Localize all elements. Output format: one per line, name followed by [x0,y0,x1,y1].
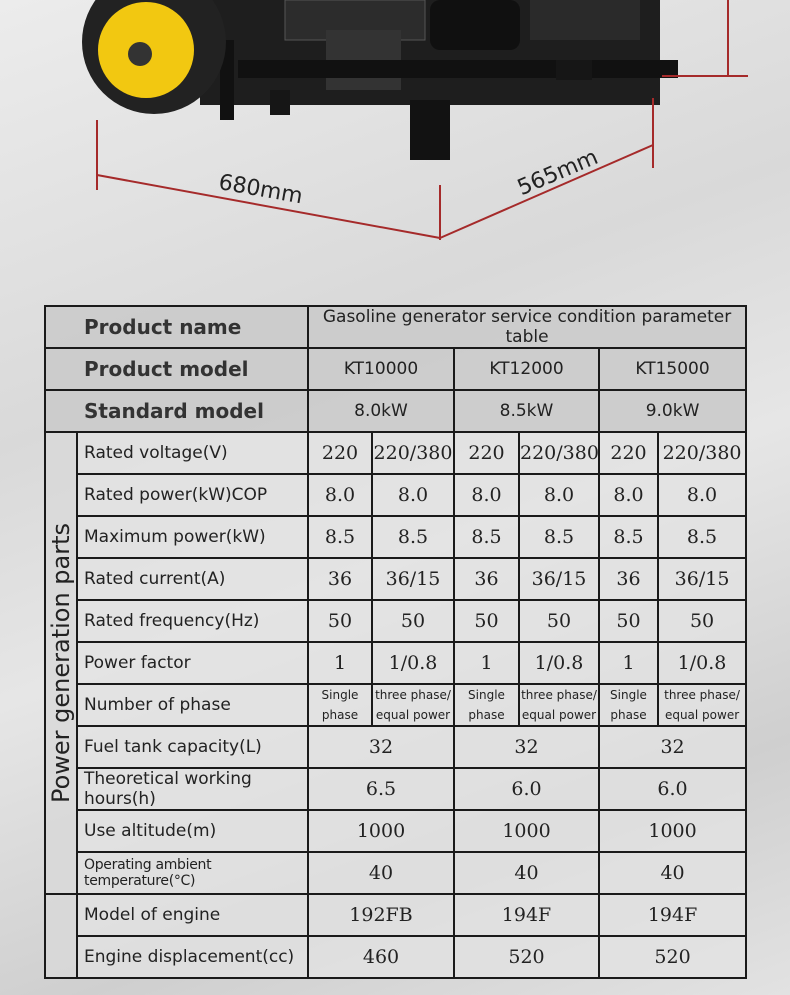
power-factor-row [45,642,746,684]
row-label: Number of phase [77,684,308,726]
section-power-generation [45,432,77,894]
displacement-row [45,936,746,978]
row-label: Engine displacement(cc) [77,936,308,978]
cell-value: 50 [599,600,658,642]
standard-model-label: Standard model [45,390,308,432]
cell-value: 50 [308,600,372,642]
row-label: Rated current(A) [77,558,308,600]
engine-model-row [45,894,746,936]
cell-value: 220/380 [658,432,746,474]
cell-value: 1 [308,642,372,684]
cell-value: 8.5 [519,516,599,558]
row-label: Operating ambient temperature(°C) [77,852,308,894]
cell-value: 220 [308,432,372,474]
cell-value: 36/15 [519,558,599,600]
cell-value: 1000 [599,810,746,852]
row-label: Model of engine [77,894,308,936]
cell-value: 220 [454,432,519,474]
cell-value: 8.5 [658,516,746,558]
row-label: Theoretical working hours(h) [77,768,308,810]
row-label: Rated power(kW)COP [77,474,308,516]
phase-row [45,684,746,726]
standard-model-value: 9.0kW [599,390,746,432]
product-name-row [45,306,746,348]
cell-value: 8.0 [658,474,746,516]
row-label: Rated voltage(V) [77,432,308,474]
model-kt15000: KT15000 [599,348,746,390]
phase-cell [372,684,454,726]
cell-value: 36 [454,558,519,600]
phase-line2: phase [321,708,359,722]
product-model-row [45,348,746,390]
cell-value: 8.5 [454,516,519,558]
section-power-generation-label: Power generation parts [47,522,75,804]
phase-line1: Single [321,688,359,702]
generator-foot [410,100,450,160]
cell-value: 50 [519,600,599,642]
phase-cell [454,684,519,726]
standard-model-value: 8.5kW [454,390,599,432]
phase-cell [519,684,599,726]
cell-value: 220/380 [519,432,599,474]
rated-voltage-row [45,432,746,474]
cell-value: 8.0 [519,474,599,516]
rated-current-row [45,558,746,600]
cell-value: 8.0 [454,474,519,516]
cell-value: 1/0.8 [372,642,454,684]
cell-value: 8.5 [372,516,454,558]
working-hours-row [45,768,746,810]
product-model-label: Product model [45,348,308,390]
cell-value: 192FB [308,894,454,936]
cell-value: 50 [454,600,519,642]
phase-line1: Single [468,688,505,702]
cell-value: 32 [308,726,454,768]
row-label: Fuel tank capacity(L) [77,726,308,768]
cell-value: 194F [599,894,746,936]
cell-value: 1/0.8 [658,642,746,684]
phase-cell [599,684,658,726]
ambient-temp-row [45,852,746,894]
parameter-table [44,305,745,979]
product-name-value: Gasoline generator service condition parameter table [308,306,746,348]
cell-value: 220 [599,432,658,474]
rated-frequency-row [45,600,746,642]
cell-value: 194F [454,894,599,936]
generator-photo [0,0,790,300]
cell-value: 460 [308,936,454,978]
phase-line2: phase [468,708,505,722]
depth-dimension-label: 565mm [514,144,602,202]
width-dimension-label: 680mm [216,170,305,210]
cell-value: 520 [599,936,746,978]
max-power-row [45,516,746,558]
section-engine [45,894,77,978]
cell-value: 1000 [308,810,454,852]
cell-value: 1/0.8 [519,642,599,684]
cell-value: 8.0 [372,474,454,516]
cell-value: 8.5 [308,516,372,558]
cell-value: 1000 [454,810,599,852]
row-label: Use altitude(m) [77,810,308,852]
cell-value: 6.5 [308,768,454,810]
cell-value: 1 [599,642,658,684]
row-label: Rated frequency(Hz) [77,600,308,642]
phase-line1: three phase/ [664,688,740,702]
product-name-label: Product name [45,306,308,348]
model-kt12000: KT12000 [454,348,599,390]
model-kt10000: KT10000 [308,348,454,390]
altitude-row [45,810,746,852]
generator-illustration [0,0,790,300]
rated-power-row [45,474,746,516]
cell-value: 36 [599,558,658,600]
cell-value: 36/15 [372,558,454,600]
cell-value: 40 [454,852,599,894]
cell-value: 6.0 [599,768,746,810]
cell-value: 1 [454,642,519,684]
cell-value: 32 [454,726,599,768]
phase-line2: phase [610,708,647,722]
row-label: Maximum power(kW) [77,516,308,558]
phase-line2: equal power [375,708,451,722]
cell-value: 36 [308,558,372,600]
phase-cell [308,684,372,726]
phase-line1: Single [610,688,647,702]
cell-value: 40 [308,852,454,894]
cell-value: 8.0 [308,474,372,516]
cell-value: 6.0 [454,768,599,810]
cell-value: 32 [599,726,746,768]
fuel-tank-row [45,726,746,768]
phase-line2: equal power [664,708,740,722]
phase-line1: three phase/ [375,688,451,702]
standard-model-value: 8.0kW [308,390,454,432]
phase-line1: three phase/ [521,688,597,702]
cell-value: 40 [599,852,746,894]
standard-model-row [45,390,746,432]
row-label: Power factor [77,642,308,684]
cell-value: 8.0 [599,474,658,516]
cell-value: 520 [454,936,599,978]
cell-value: 8.5 [599,516,658,558]
cell-value: 220/380 [372,432,454,474]
cell-value: 50 [658,600,746,642]
phase-line2: equal power [521,708,597,722]
cell-value: 36/15 [658,558,746,600]
phase-cell [658,684,746,726]
cell-value: 50 [372,600,454,642]
